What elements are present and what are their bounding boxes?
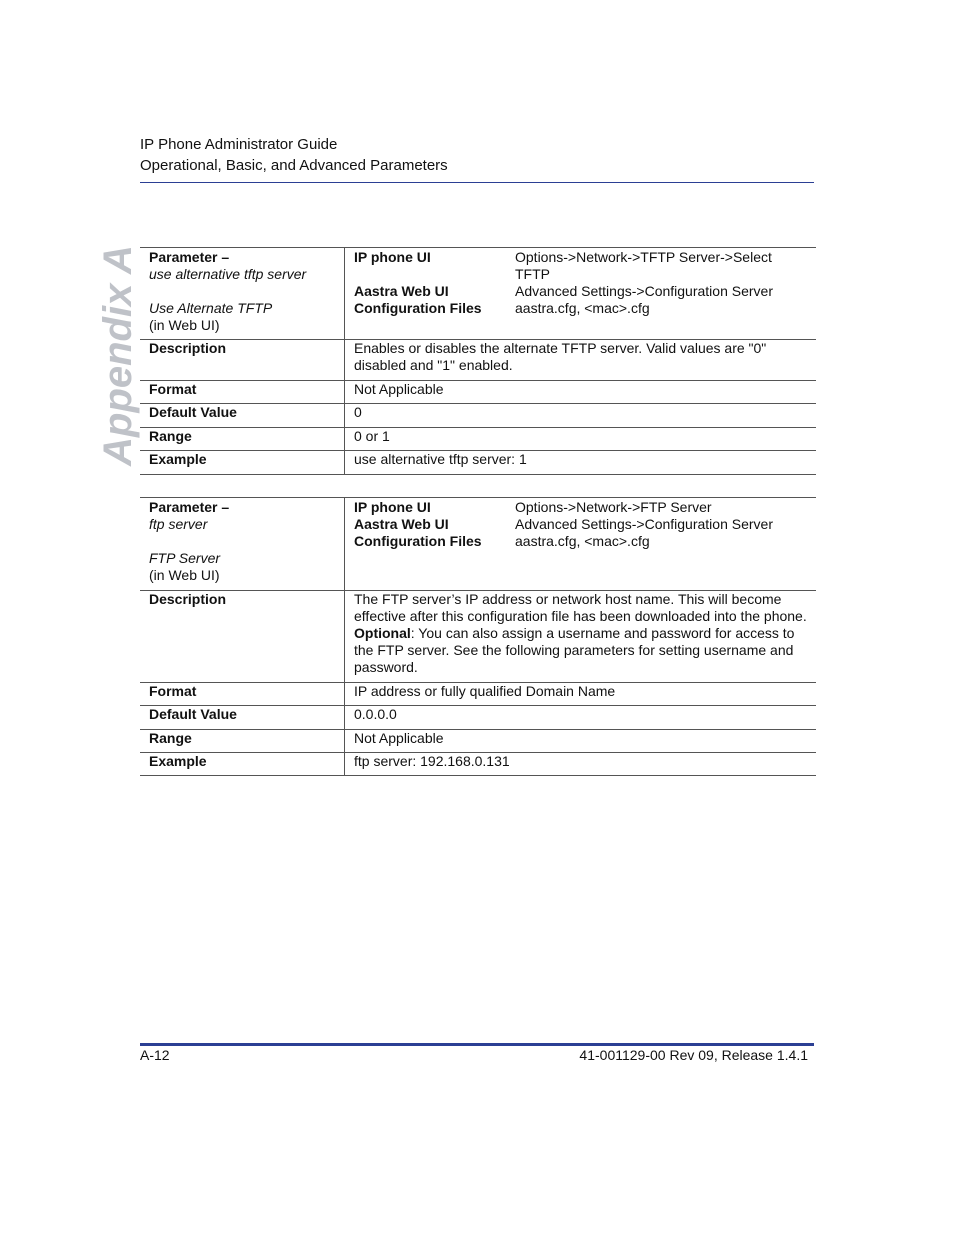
webui-name: FTP Server — [149, 550, 221, 566]
header-rule — [140, 182, 814, 183]
appendix-side-tab — [95, 245, 140, 466]
param-name-cell — [140, 498, 345, 591]
webui-note: (in Web UI) — [149, 567, 220, 583]
description-text: The FTP server’s IP address or network host name. This will become effective after this configuration file has been downloaded into the phone. — [354, 591, 807, 624]
format-value: Not Applicable — [345, 381, 817, 404]
param-name-cell — [140, 248, 345, 340]
example-value: use alternative tftp server: 1 — [345, 451, 817, 475]
description-value — [345, 591, 817, 683]
location-value: Options->Network->TFTP Server->Select TFTP — [515, 249, 772, 282]
format-label: Format — [140, 381, 345, 404]
header-subtitle: Operational, Basic, and Advanced Parameters — [140, 157, 448, 174]
description-value: Enables or disables the alternate TFTP server. Valid values are "0" disabled and "1" enabled. — [345, 340, 817, 381]
location-row — [354, 533, 810, 550]
appendix-side-tab-label: Appendix A — [95, 245, 140, 466]
locations-cell — [345, 498, 817, 591]
page-header — [140, 136, 814, 178]
default-value: 0 — [345, 404, 817, 428]
default-value: 0.0.0.0 — [345, 706, 817, 730]
location-row — [354, 249, 810, 283]
description-label: Description — [140, 591, 345, 683]
param-name: ftp server — [149, 516, 208, 532]
location-value: Advanced Settings->Configuration Server — [515, 516, 773, 532]
default-label: Default Value — [140, 404, 345, 428]
table-row — [140, 381, 816, 404]
webui-name: Use Alternate TFTP — [149, 300, 273, 316]
location-value: aastra.cfg, <mac>.cfg — [515, 533, 650, 549]
header-title: IP Phone Administrator Guide — [140, 136, 338, 153]
description-optional-label: Optional — [354, 625, 411, 641]
param-table-alt-tftp — [140, 247, 816, 475]
table-row — [140, 753, 816, 776]
location-key: Configuration Files — [354, 533, 482, 549]
table-row — [140, 340, 816, 381]
locations-cell — [345, 248, 817, 340]
table-row — [140, 248, 816, 340]
page-number: A-12 — [140, 1047, 170, 1063]
default-label: Default Value — [140, 706, 345, 730]
location-value: Advanced Settings->Configuration Server — [515, 283, 773, 299]
location-value: aastra.cfg, <mac>.cfg — [515, 300, 650, 316]
param-name: use alternative tftp server — [149, 266, 307, 282]
example-value: ftp server: 192.168.0.131 — [345, 753, 817, 776]
location-key: Aastra Web UI — [354, 516, 449, 532]
location-key: Configuration Files — [354, 300, 482, 316]
table-row — [140, 498, 816, 591]
doc-revision: 41-001129-00 Rev 09, Release 1.4.1 — [579, 1047, 808, 1063]
location-row — [354, 499, 810, 516]
location-row — [354, 283, 810, 300]
format-value: IP address or fully qualified Domain Name — [345, 683, 817, 706]
description-optional-text: : You can also assign a username and password for access to the FTP server. See the following parameters for setting username and password. — [354, 625, 795, 675]
location-value: Options->Network->FTP Server — [515, 499, 712, 515]
range-label: Range — [140, 428, 345, 451]
table-row — [140, 404, 816, 428]
range-label: Range — [140, 730, 345, 753]
description-label: Description — [140, 340, 345, 381]
param-label: Parameter – — [149, 249, 230, 265]
table-row — [140, 428, 816, 451]
footer-rule — [140, 1043, 814, 1046]
example-label: Example — [140, 451, 345, 475]
param-label: Parameter – — [149, 499, 230, 515]
range-value: 0 or 1 — [345, 428, 817, 451]
table-row — [140, 683, 816, 706]
table-row — [140, 451, 816, 475]
example-label: Example — [140, 753, 345, 776]
range-value: Not Applicable — [345, 730, 817, 753]
table-row — [140, 706, 816, 730]
param-table-ftp-server — [140, 497, 816, 776]
webui-note: (in Web UI) — [149, 317, 220, 333]
location-key: Aastra Web UI — [354, 283, 449, 299]
table-row — [140, 591, 816, 683]
location-row — [354, 300, 810, 317]
format-label: Format — [140, 683, 345, 706]
location-key: IP phone UI — [354, 499, 431, 515]
table-row — [140, 730, 816, 753]
location-row — [354, 516, 810, 533]
location-key: IP phone UI — [354, 249, 431, 265]
